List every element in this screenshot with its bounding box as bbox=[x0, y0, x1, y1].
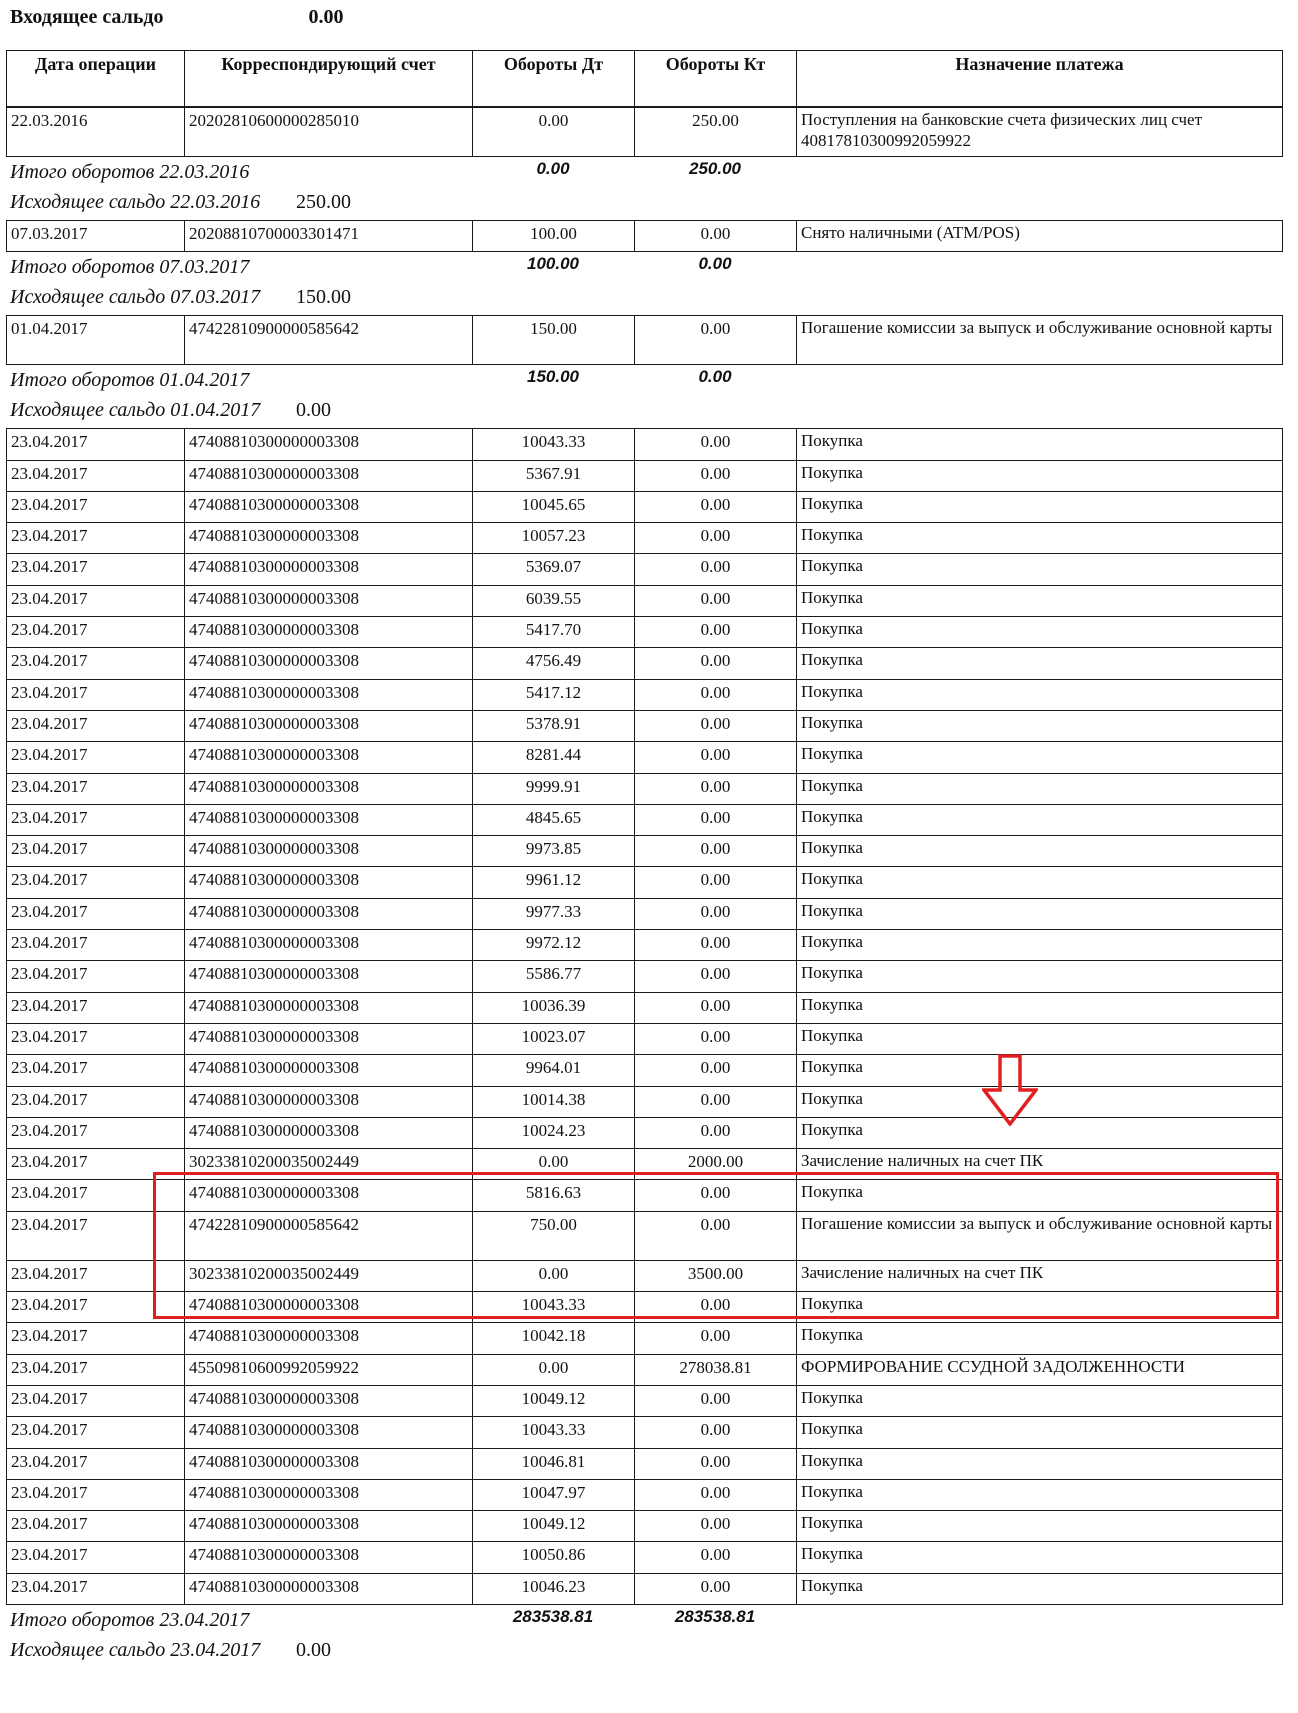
cell-debit: 5586.77 bbox=[473, 961, 635, 992]
table-row bbox=[7, 804, 1283, 835]
turnover-total bbox=[6, 252, 1282, 282]
cell-purpose: Покупка bbox=[797, 1292, 1283, 1323]
cell-purpose: Покупка bbox=[797, 898, 1283, 929]
cell-credit: 0.00 bbox=[635, 1211, 797, 1260]
cell-debit: 0.00 bbox=[473, 108, 635, 157]
highlight-box bbox=[153, 1172, 1279, 1319]
col-header-purpose: Назначение платежа bbox=[797, 51, 1283, 107]
cell-debit: 4845.65 bbox=[473, 804, 635, 835]
cell-account: 20208810700003301471 bbox=[185, 221, 473, 252]
cell-date: 23.04.2017 bbox=[7, 804, 185, 835]
cell-date: 23.04.2017 bbox=[7, 742, 185, 773]
closing-balance-value: 0.00 bbox=[296, 1638, 331, 1661]
cell-account: 47408810300000003308 bbox=[185, 1542, 473, 1573]
cell-account: 47408810300000003308 bbox=[185, 1448, 473, 1479]
closing-balance-value: 250.00 bbox=[296, 191, 351, 213]
cell-credit: 0.00 bbox=[635, 429, 797, 460]
cell-debit: 5378.91 bbox=[473, 710, 635, 741]
cell-purpose: Покупка bbox=[797, 836, 1283, 867]
cell-debit: 10043.33 bbox=[473, 1417, 635, 1448]
cell-credit: 0.00 bbox=[635, 221, 797, 252]
turnover-total-label: Итого оборотов 07.03.2017 bbox=[10, 256, 250, 279]
cell-date: 23.04.2017 bbox=[7, 585, 185, 616]
cell-debit: 9973.85 bbox=[473, 836, 635, 867]
cell-credit: 0.00 bbox=[635, 836, 797, 867]
cell-credit: 0.00 bbox=[635, 898, 797, 929]
cell-credit: 0.00 bbox=[635, 710, 797, 741]
opening-balance bbox=[10, 6, 344, 29]
table-row bbox=[7, 773, 1283, 804]
turnover-total-label: Итого оборотов 01.04.2017 bbox=[10, 369, 250, 392]
closing-balance bbox=[6, 395, 1282, 428]
cell-credit: 0.00 bbox=[635, 617, 797, 648]
cell-account: 47408810300000003308 bbox=[185, 1055, 473, 1086]
table-row bbox=[7, 1511, 1283, 1542]
cell-account: 47408810300000003308 bbox=[185, 429, 473, 460]
table-row bbox=[7, 836, 1283, 867]
cell-credit: 0.00 bbox=[635, 1055, 797, 1086]
cell-purpose: Покупка bbox=[797, 930, 1283, 961]
table-row bbox=[7, 1354, 1283, 1385]
cell-purpose: Покупка bbox=[797, 961, 1283, 992]
table-row bbox=[7, 1023, 1283, 1054]
cell-date: 23.04.2017 bbox=[7, 1292, 185, 1323]
turnover-total bbox=[6, 365, 1282, 395]
table-row bbox=[7, 554, 1283, 585]
cell-credit: 0.00 bbox=[635, 1292, 797, 1323]
cell-date: 23.04.2017 bbox=[7, 1260, 185, 1291]
cell-purpose: Зачисление наличных на счет ПК bbox=[797, 1149, 1283, 1180]
cell-purpose: Погашение комиссии за выпуск и обслуживание основной карты bbox=[797, 316, 1283, 365]
cell-debit: 10043.33 bbox=[473, 1292, 635, 1323]
table-row bbox=[7, 1323, 1283, 1354]
table-row bbox=[7, 460, 1283, 491]
cell-account: 47408810300000003308 bbox=[185, 648, 473, 679]
table-row bbox=[7, 523, 1283, 554]
cell-date: 23.04.2017 bbox=[7, 1055, 185, 1086]
cell-purpose: Покупка bbox=[797, 554, 1283, 585]
statement-header-table bbox=[6, 50, 1283, 107]
cell-date: 23.04.2017 bbox=[7, 460, 185, 491]
table-row bbox=[7, 585, 1283, 616]
cell-debit: 5367.91 bbox=[473, 460, 635, 491]
table-row bbox=[7, 930, 1283, 961]
cell-account: 47408810300000003308 bbox=[185, 1479, 473, 1510]
table-row bbox=[7, 992, 1283, 1023]
closing-balance bbox=[6, 1635, 1282, 1668]
cell-debit: 10024.23 bbox=[473, 1117, 635, 1148]
cell-date: 23.04.2017 bbox=[7, 1448, 185, 1479]
cell-purpose: Покупка bbox=[797, 992, 1283, 1023]
cell-purpose: Покупка bbox=[797, 1055, 1283, 1086]
cell-debit: 9977.33 bbox=[473, 898, 635, 929]
cell-account: 47408810300000003308 bbox=[185, 867, 473, 898]
cell-credit: 0.00 bbox=[635, 773, 797, 804]
table-row bbox=[7, 1055, 1283, 1086]
cell-account: 47408810300000003308 bbox=[185, 742, 473, 773]
turnover-total-credit: 283538.81 bbox=[674, 1606, 756, 1626]
cell-date: 23.04.2017 bbox=[7, 773, 185, 804]
cell-account: 47422810900000585642 bbox=[185, 316, 473, 365]
cell-account: 47408810300000003308 bbox=[185, 523, 473, 554]
cell-purpose: Покупка bbox=[797, 585, 1283, 616]
turnover-total-credit: 250.00 bbox=[689, 159, 741, 178]
cell-date: 23.04.2017 bbox=[7, 429, 185, 460]
cell-date: 23.04.2017 bbox=[7, 1211, 185, 1260]
cell-date: 23.04.2017 bbox=[7, 1149, 185, 1180]
cell-purpose: Покупка bbox=[797, 648, 1283, 679]
closing-balance-label: Исходящее сальдо 01.04.2017 bbox=[10, 399, 261, 422]
table-row bbox=[7, 1479, 1283, 1510]
opening-balance-label: Входящее сальдо bbox=[10, 6, 164, 28]
table-row bbox=[7, 1573, 1283, 1604]
table-row bbox=[7, 1117, 1283, 1148]
cell-account: 47408810300000003308 bbox=[185, 679, 473, 710]
cell-debit: 10045.65 bbox=[473, 491, 635, 522]
cell-purpose: Покупка bbox=[797, 773, 1283, 804]
turnover-total-debit: 0.00 bbox=[536, 159, 570, 178]
cell-account: 47408810300000003308 bbox=[185, 710, 473, 741]
turnover-total-credit: 0.00 bbox=[698, 367, 732, 387]
cell-purpose: Покупка bbox=[797, 1479, 1283, 1510]
cell-debit: 10057.23 bbox=[473, 523, 635, 554]
table-row bbox=[7, 1542, 1283, 1573]
cell-date: 23.04.2017 bbox=[7, 1086, 185, 1117]
cell-date: 23.04.2017 bbox=[7, 523, 185, 554]
col-header-credit: Обороты Кт bbox=[635, 51, 797, 107]
cell-date: 23.04.2017 bbox=[7, 1542, 185, 1573]
cell-purpose: Покупка bbox=[797, 1542, 1283, 1573]
cell-credit: 0.00 bbox=[635, 491, 797, 522]
cell-purpose: Снято наличными (ATM/POS) bbox=[797, 221, 1283, 252]
cell-credit: 0.00 bbox=[635, 1086, 797, 1117]
cell-account: 47408810300000003308 bbox=[185, 1323, 473, 1354]
cell-purpose: Покупка bbox=[797, 804, 1283, 835]
table-row bbox=[7, 221, 1283, 252]
cell-purpose: Покупка bbox=[797, 1180, 1283, 1211]
closing-balance bbox=[6, 187, 1282, 220]
cell-account: 47408810300000003308 bbox=[185, 491, 473, 522]
cell-date: 23.04.2017 bbox=[7, 1511, 185, 1542]
table-row bbox=[7, 710, 1283, 741]
turnover-total-label: Итого оборотов 23.04.2017 bbox=[10, 1608, 250, 1631]
table-row bbox=[7, 898, 1283, 929]
cell-purpose: Покупка bbox=[797, 1573, 1283, 1604]
cell-date: 23.04.2017 bbox=[7, 1117, 185, 1148]
cell-credit: 0.00 bbox=[635, 523, 797, 554]
cell-date: 22.03.2016 bbox=[7, 108, 185, 157]
cell-purpose: Покупка bbox=[797, 1117, 1283, 1148]
table-row bbox=[7, 648, 1283, 679]
cell-debit: 10046.23 bbox=[473, 1573, 635, 1604]
table-row bbox=[7, 742, 1283, 773]
cell-credit: 0.00 bbox=[635, 1117, 797, 1148]
cell-debit: 10046.81 bbox=[473, 1448, 635, 1479]
cell-account: 47408810300000003308 bbox=[185, 961, 473, 992]
cell-account: 47408810300000003308 bbox=[185, 836, 473, 867]
cell-debit: 5816.63 bbox=[473, 1180, 635, 1211]
cell-date: 23.04.2017 bbox=[7, 1385, 185, 1416]
statement-body bbox=[6, 50, 1282, 1668]
cell-purpose: Покупка bbox=[797, 710, 1283, 741]
cell-debit: 150.00 bbox=[473, 316, 635, 365]
col-header-account: Корреспондирующий счет bbox=[185, 51, 473, 107]
cell-date: 23.04.2017 bbox=[7, 1180, 185, 1211]
cell-date: 23.04.2017 bbox=[7, 867, 185, 898]
closing-balance-value: 150.00 bbox=[296, 286, 351, 309]
cell-date: 01.04.2017 bbox=[7, 316, 185, 365]
turnover-total-credit: 0.00 bbox=[698, 254, 732, 274]
table-row bbox=[7, 1417, 1283, 1448]
cell-date: 23.04.2017 bbox=[7, 1323, 185, 1354]
cell-purpose: Покупка bbox=[797, 1385, 1283, 1416]
cell-credit: 0.00 bbox=[635, 1448, 797, 1479]
cell-account: 30233810200035002449 bbox=[185, 1149, 473, 1180]
cell-credit: 0.00 bbox=[635, 930, 797, 961]
cell-date: 07.03.2017 bbox=[7, 221, 185, 252]
cell-credit: 0.00 bbox=[635, 460, 797, 491]
cell-date: 23.04.2017 bbox=[7, 617, 185, 648]
cell-date: 23.04.2017 bbox=[7, 992, 185, 1023]
cell-account: 47408810300000003308 bbox=[185, 1117, 473, 1148]
cell-purpose: Покупка bbox=[797, 429, 1283, 460]
cell-debit: 10043.33 bbox=[473, 429, 635, 460]
cell-debit: 10023.07 bbox=[473, 1023, 635, 1054]
cell-purpose: Покупка bbox=[797, 1023, 1283, 1054]
table-row bbox=[7, 679, 1283, 710]
cell-purpose: ФОРМИРОВАНИЕ ССУДНОЙ ЗАДОЛЖЕННОСТИ bbox=[797, 1354, 1283, 1385]
cell-account: 47408810300000003308 bbox=[185, 1417, 473, 1448]
cell-account: 47408810300000003308 bbox=[185, 992, 473, 1023]
cell-purpose: Покупка bbox=[797, 491, 1283, 522]
cell-debit: 10042.18 bbox=[473, 1323, 635, 1354]
cell-credit: 250.00 bbox=[635, 108, 797, 157]
cell-account: 47408810300000003308 bbox=[185, 898, 473, 929]
cell-debit: 10049.12 bbox=[473, 1385, 635, 1416]
statement-group-table bbox=[6, 315, 1283, 365]
cell-account: 47408810300000003308 bbox=[185, 773, 473, 804]
cell-purpose: Покупка bbox=[797, 1417, 1283, 1448]
cell-credit: 3500.00 bbox=[635, 1260, 797, 1291]
cell-date: 23.04.2017 bbox=[7, 1573, 185, 1604]
cell-account: 47408810300000003308 bbox=[185, 1086, 473, 1117]
cell-debit: 5369.07 bbox=[473, 554, 635, 585]
cell-date: 23.04.2017 bbox=[7, 1479, 185, 1510]
cell-debit: 10014.38 bbox=[473, 1086, 635, 1117]
cell-credit: 0.00 bbox=[635, 742, 797, 773]
cell-debit: 0.00 bbox=[473, 1354, 635, 1385]
table-row bbox=[7, 1385, 1283, 1416]
table-row bbox=[7, 316, 1283, 365]
cell-debit: 4756.49 bbox=[473, 648, 635, 679]
closing-balance-value: 0.00 bbox=[296, 399, 331, 422]
cell-date: 23.04.2017 bbox=[7, 710, 185, 741]
cell-debit: 750.00 bbox=[473, 1211, 635, 1260]
cell-purpose: Покупка bbox=[797, 523, 1283, 554]
cell-purpose: Покупка bbox=[797, 742, 1283, 773]
table-row bbox=[7, 961, 1283, 992]
cell-debit: 10050.86 bbox=[473, 1542, 635, 1573]
cell-account: 45509810600992059922 bbox=[185, 1354, 473, 1385]
table-row bbox=[7, 617, 1283, 648]
turnover-total-debit: 100.00 bbox=[527, 254, 579, 274]
cell-credit: 0.00 bbox=[635, 1180, 797, 1211]
table-row bbox=[7, 108, 1283, 157]
cell-purpose: Покупка bbox=[797, 1086, 1283, 1117]
cell-credit: 0.00 bbox=[635, 1479, 797, 1510]
cell-account: 47408810300000003308 bbox=[185, 1023, 473, 1054]
cell-purpose: Покупка bbox=[797, 617, 1283, 648]
table-row bbox=[7, 429, 1283, 460]
cell-account: 47408810300000003308 bbox=[185, 1385, 473, 1416]
turnover-total bbox=[6, 157, 1282, 187]
cell-purpose: Покупка bbox=[797, 679, 1283, 710]
cell-account: 47408810300000003308 bbox=[185, 804, 473, 835]
cell-debit: 9972.12 bbox=[473, 930, 635, 961]
cell-date: 23.04.2017 bbox=[7, 491, 185, 522]
cell-credit: 0.00 bbox=[635, 679, 797, 710]
cell-credit: 0.00 bbox=[635, 1023, 797, 1054]
cell-credit: 0.00 bbox=[635, 648, 797, 679]
cell-date: 23.04.2017 bbox=[7, 961, 185, 992]
cell-debit: 5417.70 bbox=[473, 617, 635, 648]
table-row bbox=[7, 1448, 1283, 1479]
cell-credit: 0.00 bbox=[635, 554, 797, 585]
cell-credit: 2000.00 bbox=[635, 1149, 797, 1180]
cell-purpose: Покупка bbox=[797, 867, 1283, 898]
cell-date: 23.04.2017 bbox=[7, 554, 185, 585]
cell-account: 47422810900000585642 bbox=[185, 1211, 473, 1260]
col-header-debit: Обороты Дт bbox=[473, 51, 635, 107]
cell-account: 47408810300000003308 bbox=[185, 1511, 473, 1542]
turnover-total-debit: 150.00 bbox=[527, 367, 579, 387]
cell-account: 20202810600000285010 bbox=[185, 108, 473, 157]
cell-debit: 10049.12 bbox=[473, 1511, 635, 1542]
header-row bbox=[7, 51, 1283, 107]
cell-purpose: Зачисление наличных на счет ПК bbox=[797, 1260, 1283, 1291]
cell-credit: 0.00 bbox=[635, 1323, 797, 1354]
cell-account: 47408810300000003308 bbox=[185, 1573, 473, 1604]
cell-credit: 0.00 bbox=[635, 1511, 797, 1542]
cell-date: 23.04.2017 bbox=[7, 1417, 185, 1448]
cell-debit: 10047.97 bbox=[473, 1479, 635, 1510]
cell-date: 23.04.2017 bbox=[7, 1023, 185, 1054]
statement-group-table bbox=[6, 107, 1283, 157]
table-row bbox=[7, 1086, 1283, 1117]
col-header-date: Дата операции bbox=[7, 51, 185, 107]
cell-debit: 9999.91 bbox=[473, 773, 635, 804]
cell-account: 47408810300000003308 bbox=[185, 1180, 473, 1211]
closing-balance-label: Исходящее сальдо 22.03.2016 bbox=[10, 191, 261, 213]
cell-debit: 100.00 bbox=[473, 221, 635, 252]
cell-debit: 8281.44 bbox=[473, 742, 635, 773]
cell-purpose: Покупка bbox=[797, 1323, 1283, 1354]
turnover-total-label: Итого оборотов 22.03.2016 bbox=[10, 161, 250, 183]
cell-account: 47408810300000003308 bbox=[185, 617, 473, 648]
opening-balance-value: 0.00 bbox=[308, 6, 344, 28]
closing-balance-label: Исходящее сальдо 23.04.2017 bbox=[10, 1638, 261, 1661]
down-arrow-icon bbox=[982, 1054, 1038, 1126]
turnover-total bbox=[6, 1605, 1282, 1635]
cell-purpose: Покупка bbox=[797, 460, 1283, 491]
table-row bbox=[7, 867, 1283, 898]
cell-date: 23.04.2017 bbox=[7, 930, 185, 961]
cell-credit: 0.00 bbox=[635, 1573, 797, 1604]
turnover-total-debit: 283538.81 bbox=[512, 1606, 594, 1626]
cell-credit: 0.00 bbox=[635, 1542, 797, 1573]
cell-date: 23.04.2017 bbox=[7, 898, 185, 929]
cell-account: 47408810300000003308 bbox=[185, 585, 473, 616]
cell-date: 23.04.2017 bbox=[7, 679, 185, 710]
cell-date: 23.04.2017 bbox=[7, 648, 185, 679]
cell-debit: 0.00 bbox=[473, 1260, 635, 1291]
cell-date: 23.04.2017 bbox=[7, 1354, 185, 1385]
cell-credit: 0.00 bbox=[635, 1417, 797, 1448]
closing-balance bbox=[6, 282, 1282, 315]
cell-purpose: Поступления на банковские счета физических лиц счет 40817810300992059922 bbox=[797, 108, 1283, 157]
cell-account: 47408810300000003308 bbox=[185, 1292, 473, 1323]
cell-account: 47408810300000003308 bbox=[185, 930, 473, 961]
cell-date: 23.04.2017 bbox=[7, 836, 185, 867]
closing-balance-label: Исходящее сальдо 07.03.2017 bbox=[10, 286, 261, 309]
cell-credit: 0.00 bbox=[635, 992, 797, 1023]
cell-credit: 0.00 bbox=[635, 867, 797, 898]
statement-group-table bbox=[6, 220, 1283, 252]
cell-credit: 0.00 bbox=[635, 961, 797, 992]
cell-credit: 0.00 bbox=[635, 585, 797, 616]
cell-debit: 9961.12 bbox=[473, 867, 635, 898]
cell-account: 47408810300000003308 bbox=[185, 460, 473, 491]
cell-purpose: Покупка bbox=[797, 1511, 1283, 1542]
cell-credit: 0.00 bbox=[635, 804, 797, 835]
table-row bbox=[7, 491, 1283, 522]
cell-credit: 0.00 bbox=[635, 1385, 797, 1416]
cell-purpose: Погашение комиссии за выпуск и обслуживание основной карты bbox=[797, 1211, 1283, 1260]
cell-debit: 9964.01 bbox=[473, 1055, 635, 1086]
cell-debit: 5417.12 bbox=[473, 679, 635, 710]
cell-credit: 278038.81 bbox=[635, 1354, 797, 1385]
cell-debit: 10036.39 bbox=[473, 992, 635, 1023]
cell-purpose: Покупка bbox=[797, 1448, 1283, 1479]
cell-account: 30233810200035002449 bbox=[185, 1260, 473, 1291]
cell-debit: 0.00 bbox=[473, 1149, 635, 1180]
cell-credit: 0.00 bbox=[635, 316, 797, 365]
statement-group-table bbox=[6, 428, 1283, 1605]
cell-debit: 6039.55 bbox=[473, 585, 635, 616]
cell-account: 47408810300000003308 bbox=[185, 554, 473, 585]
